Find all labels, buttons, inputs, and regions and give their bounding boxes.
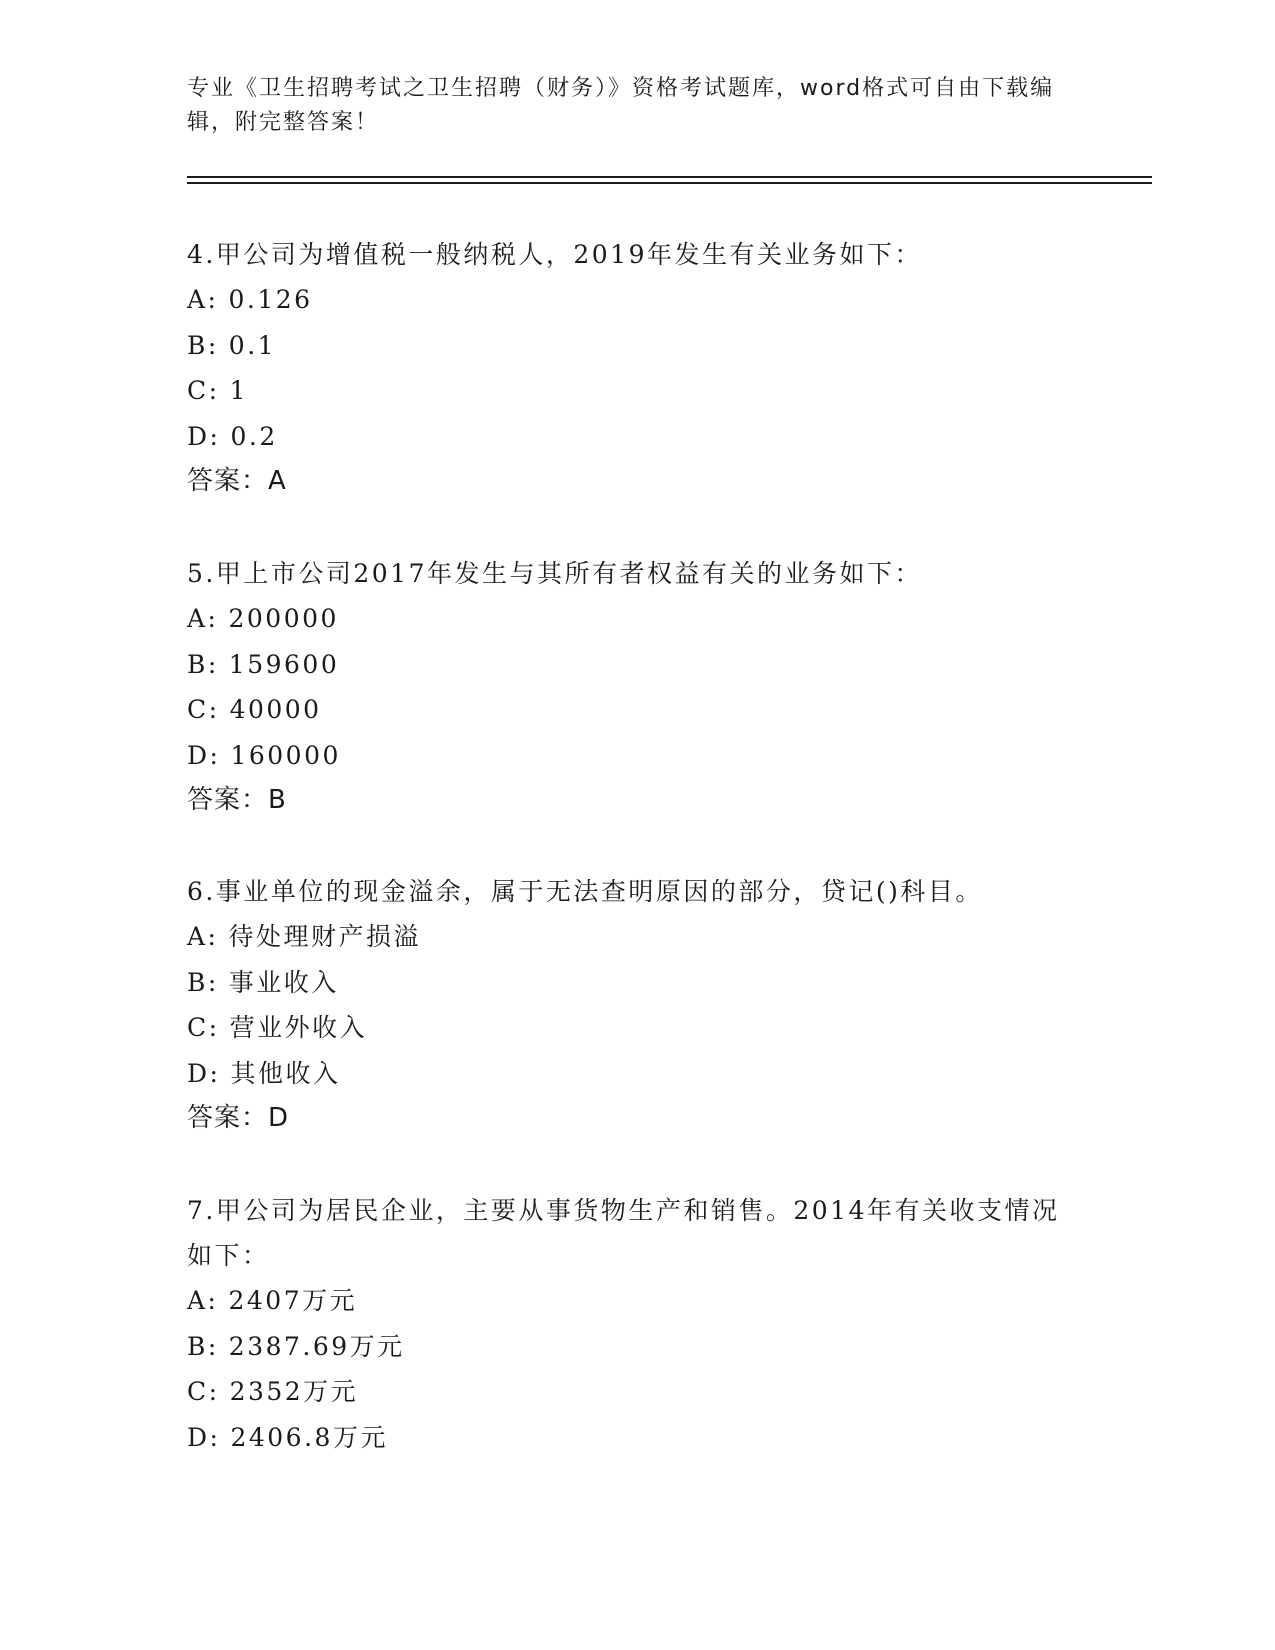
- option-value: 200000: [228, 604, 339, 633]
- option-key: A:: [187, 285, 219, 314]
- option-value: 0.1: [228, 330, 277, 360]
- option-key: B:: [187, 1331, 219, 1361]
- question-6: [187, 869, 1067, 1140]
- option-value: 其他收入: [230, 1058, 341, 1088]
- option-a: [187, 277, 1067, 323]
- option-value: 营业外收入: [229, 1013, 368, 1042]
- option-key: D:: [187, 740, 221, 770]
- option-d: [187, 1051, 1067, 1097]
- option-key: D:: [187, 421, 221, 451]
- question-stem: 4.甲公司为增值税一般纳税人，2019年发生有关业务如下：: [187, 240, 922, 269]
- option-key: B:: [187, 649, 219, 679]
- question-5: [187, 551, 1067, 822]
- header-divider-top: [187, 176, 1152, 178]
- option-key: C:: [187, 695, 220, 724]
- answer-line: 答案：A: [187, 466, 287, 496]
- option-c: [187, 368, 1067, 414]
- option-key: B:: [187, 330, 219, 360]
- option-key: D:: [187, 1422, 221, 1452]
- option-value: 2407万元: [228, 1286, 358, 1315]
- option-c: [187, 1005, 1067, 1051]
- option-value: 0.2: [230, 421, 278, 451]
- question-7: [187, 1188, 1067, 1460]
- option-key: A:: [187, 922, 219, 951]
- option-key: C:: [187, 376, 220, 405]
- option-key: D:: [187, 1058, 221, 1088]
- option-value: 2406.8万元: [230, 1422, 388, 1452]
- option-value: 2387.69万元: [228, 1331, 405, 1361]
- option-a: [187, 914, 1067, 960]
- option-value: 40000: [229, 695, 322, 724]
- question-stem: 5.甲上市公司2017年发生与其所有者权益有关的业务如下：: [187, 559, 922, 588]
- option-value: 159600: [228, 649, 340, 679]
- question-stem: 7.甲公司为居民企业，主要从事货物生产和销售。2014年有关收支情况如下：: [187, 1196, 1060, 1270]
- option-a: [187, 1278, 1067, 1324]
- header-divider-bottom: [187, 182, 1152, 184]
- document-header: 专业《卫生招聘考试之卫生招聘（财务）》资格考试题库，word格式可自由下载编辑，附完整答案！: [187, 76, 1055, 135]
- option-key: A:: [187, 604, 219, 633]
- option-d: [187, 414, 1067, 460]
- option-c: [187, 687, 1067, 733]
- option-value: 事业收入: [228, 967, 339, 997]
- question-stem: 6.事业单位的现金溢余，属于无法查明原因的部分，贷记()科目。: [187, 877, 983, 906]
- option-c: [187, 1369, 1067, 1415]
- option-value: 160000: [230, 740, 341, 770]
- option-a: [187, 596, 1067, 642]
- option-b: [187, 1324, 1067, 1370]
- answer-line: 答案：B: [187, 785, 287, 815]
- option-value: 待处理财产损溢: [228, 922, 421, 951]
- option-b: [187, 642, 1067, 688]
- option-key: A:: [187, 1286, 219, 1315]
- answer-line: 答案：D: [187, 1103, 290, 1133]
- question-4: [187, 232, 1067, 503]
- option-value: 1: [229, 376, 248, 405]
- option-key: C:: [187, 1013, 220, 1042]
- option-b: [187, 960, 1067, 1006]
- option-value: 0.126: [228, 285, 313, 314]
- option-value: 2352万元: [229, 1377, 359, 1406]
- option-d: [187, 733, 1067, 779]
- option-key: B:: [187, 967, 219, 997]
- option-key: C:: [187, 1377, 220, 1406]
- option-b: [187, 323, 1067, 369]
- option-d: [187, 1415, 1067, 1461]
